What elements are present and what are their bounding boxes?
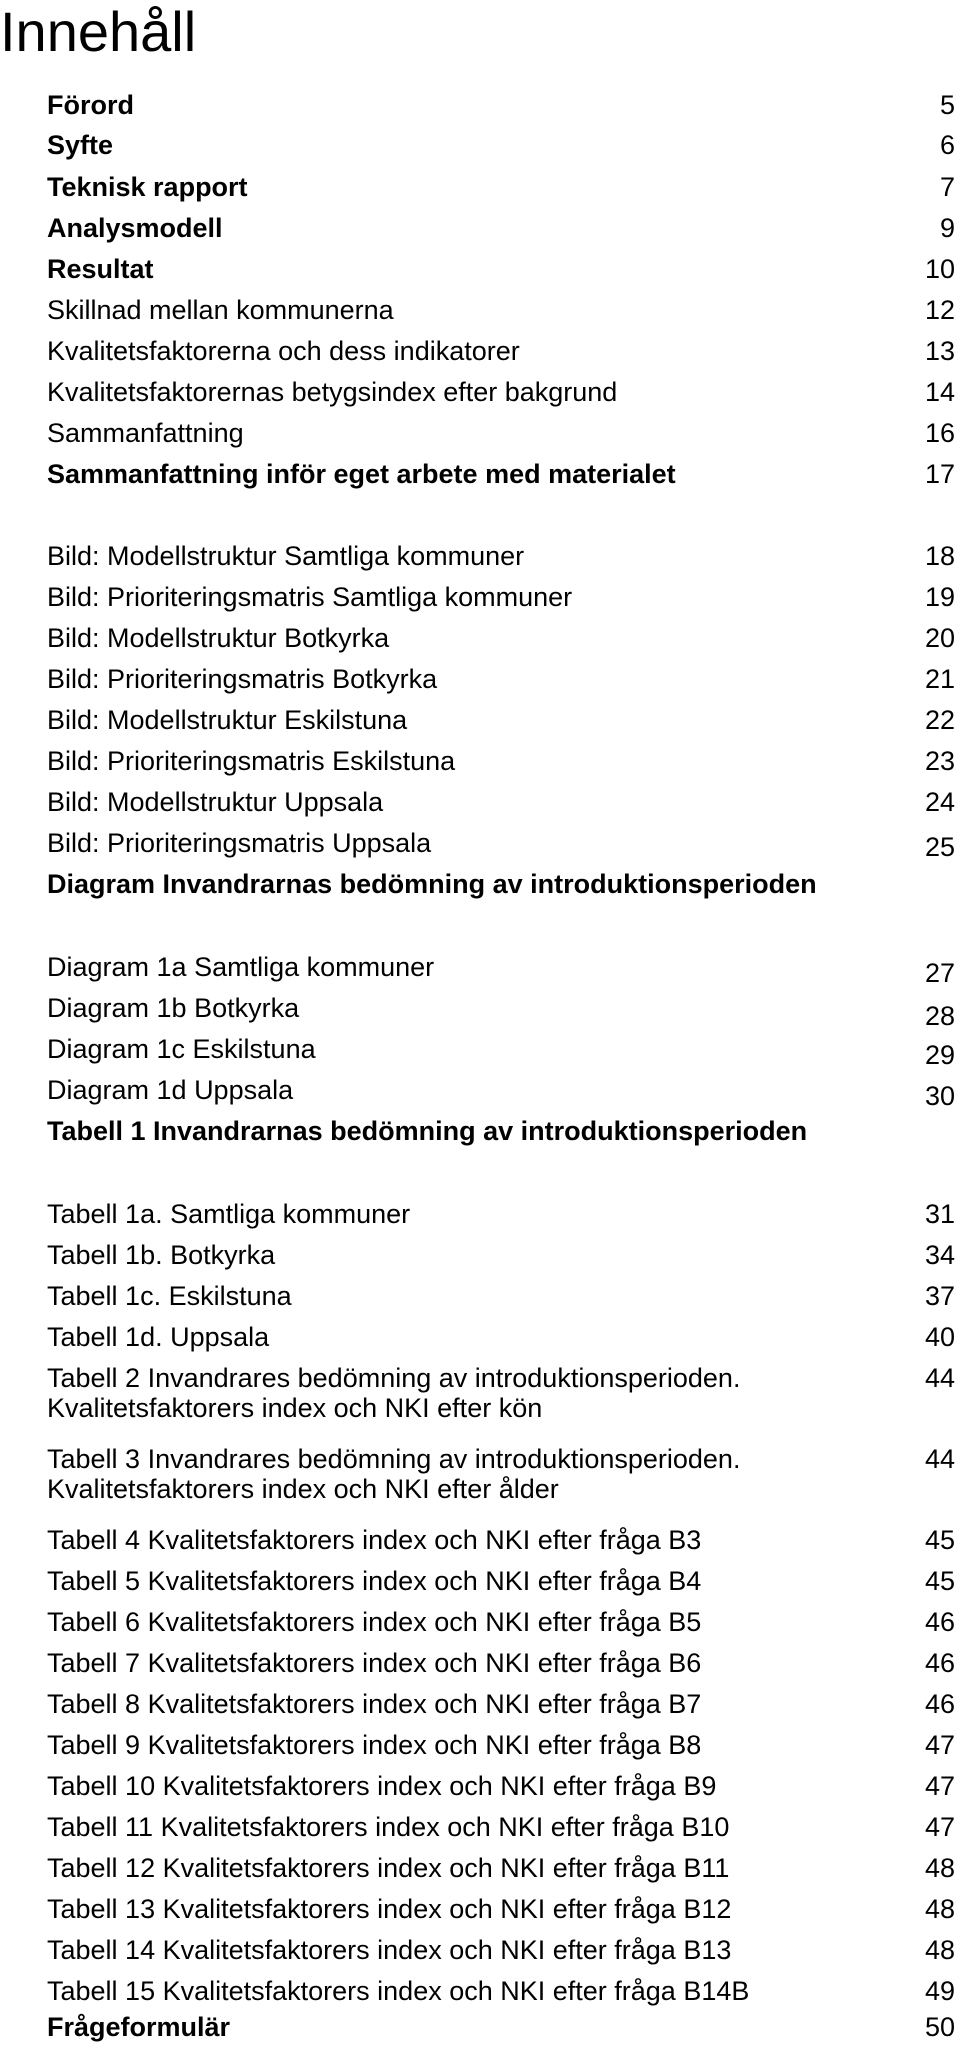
toc-entry-label: Sammanfattning <box>47 418 244 448</box>
toc-entry-page-number: 18 <box>924 541 955 571</box>
toc-entry-page-number: 47 <box>924 1771 955 1801</box>
toc-entry-page-number: 48 <box>924 1853 955 1883</box>
toc-entry-label: Syfte <box>47 130 114 160</box>
toc-entry-label: Tabell 3 Invandrares bedömning av introduktionsperioden. Kvalitetsfaktorers index och NKI efter ålder <box>47 1444 741 1504</box>
toc-entry-label: Tabell 1a. Samtliga kommuner <box>47 1199 411 1229</box>
toc-entry[interactable] <box>47 541 955 571</box>
toc-entry-page-number: 24 <box>924 787 955 817</box>
toc-entry[interactable] <box>47 2012 955 2042</box>
toc-entry-label: Bild: Prioriteringsmatris Botkyrka <box>47 664 438 694</box>
toc-entry[interactable] <box>47 582 955 612</box>
toc-entry[interactable] <box>47 705 955 735</box>
toc-entry-page-number: 47 <box>924 1812 955 1842</box>
toc-entry-label: Tabell 4 Kvalitetsfaktorers index och NKI efter fråga B3 <box>47 1525 702 1555</box>
toc-entry[interactable] <box>47 1730 955 1760</box>
toc-entry-label: Bild: Prioriteringsmatris Eskilstuna <box>47 746 456 776</box>
toc-entry-page-number: 22 <box>924 705 955 735</box>
toc-entry-label: Tabell 5 Kvalitetsfaktorers index och NKI efter fråga B4 <box>47 1566 702 1596</box>
toc-entry[interactable] <box>47 1689 955 1719</box>
toc-entry-label: Tabell 1b. Botkyrka <box>47 1240 276 1270</box>
toc-entry-label: Kvalitetsfaktorernas betygsindex efter bakgrund <box>47 377 618 407</box>
toc-entry-page-number: 13 <box>924 336 955 366</box>
toc-entry-page-number: 46 <box>924 1689 955 1719</box>
toc-entry-page-number: 47 <box>924 1730 955 1760</box>
toc-entry-label: Tabell 1c. Eskilstuna <box>47 1281 292 1311</box>
toc-entry[interactable] <box>47 1444 955 1504</box>
toc-entry[interactable] <box>47 1894 955 1924</box>
toc-entry[interactable] <box>47 254 955 284</box>
toc-entry[interactable] <box>47 459 955 489</box>
toc-entry-label: Tabell 1d. Uppsala <box>47 1322 270 1352</box>
toc-entry[interactable] <box>47 1363 955 1423</box>
toc-entry[interactable] <box>47 295 955 325</box>
toc-entry-label: Bild: Modellstruktur Botkyrka <box>47 623 390 653</box>
toc-entry[interactable] <box>47 1525 955 1555</box>
toc-entry-page-number: 30 <box>924 1081 955 1111</box>
toc-entry-label: Tabell 12 Kvalitetsfaktorers index och NKI efter fråga B11 <box>47 1853 730 1883</box>
toc-entry-label: Diagram 1a Samtliga kommuner <box>47 952 435 982</box>
toc-entry-label: Frågeformulär <box>47 2012 231 2042</box>
toc-entry-label: Diagram 1b Botkyrka <box>47 993 300 1023</box>
toc-entry-page-number: 14 <box>924 377 955 407</box>
toc-entry-label: Skillnad mellan kommunerna <box>47 295 394 325</box>
toc-entry-page-number: 28 <box>924 1001 955 1031</box>
toc-entry-page-number: 50 <box>924 2012 955 2042</box>
toc-entry-page-number: 45 <box>924 1525 955 1555</box>
toc-entry[interactable] <box>47 828 955 862</box>
toc-entry-label: Tabell 13 Kvalitetsfaktorers index och NKI efter fråga B12 <box>47 1894 732 1924</box>
toc-entry-page-number: 23 <box>924 746 955 776</box>
toc-entry[interactable] <box>47 993 955 1031</box>
toc-entry-page-number: 40 <box>924 1322 955 1352</box>
toc-entry-page-number: 25 <box>924 832 955 862</box>
toc-entry-page-number: 29 <box>924 1040 955 1070</box>
toc-entry[interactable] <box>47 746 955 776</box>
toc-entry[interactable] <box>47 1281 955 1311</box>
toc-entry-label: Diagram Invandrarnas bedömning av introduktionsperioden <box>47 869 817 899</box>
toc-entry-label: Bild: Modellstruktur Uppsala <box>47 787 384 817</box>
toc-entry-label: Tabell 6 Kvalitetsfaktorers index och NKI efter fråga B5 <box>47 1607 702 1637</box>
toc-entry-page-number: 9 <box>939 213 955 243</box>
toc-entry-page-number: 5 <box>939 90 955 120</box>
toc-entry-page-number: 21 <box>924 664 955 694</box>
toc-entry[interactable] <box>47 172 955 202</box>
toc-entry-label: Tabell 15 Kvalitetsfaktorers index och NKI efter fråga B14B <box>47 1976 750 2006</box>
toc-entry-page-number: 20 <box>924 623 955 653</box>
toc-entry[interactable] <box>47 377 955 407</box>
toc-entry-page-number: 31 <box>924 1199 955 1229</box>
toc-entry-page-number: 7 <box>939 172 955 202</box>
toc-entry[interactable] <box>47 869 955 899</box>
toc-entry-page-number: 46 <box>924 1648 955 1678</box>
toc-entry[interactable] <box>47 1771 955 1801</box>
toc-entry[interactable] <box>47 1976 955 2006</box>
toc-entry-page-number: 48 <box>924 1894 955 1924</box>
toc-entry-label: Kvalitetsfaktorerna och dess indikatorer <box>47 336 520 366</box>
toc-entry-label: Diagram 1c Eskilstuna <box>47 1034 316 1064</box>
toc-entry-label: Analysmodell <box>47 213 223 243</box>
toc-entry-label: Tabell 10 Kvalitetsfaktorers index och NKI efter fråga B9 <box>47 1771 717 1801</box>
toc-entry-page-number: 46 <box>924 1607 955 1637</box>
toc-entry[interactable] <box>47 1812 955 1842</box>
toc-entry-page-number: 45 <box>924 1566 955 1596</box>
toc-entry[interactable] <box>47 1199 955 1229</box>
toc-entry-label: Tabell 2 Invandrares bedömning av introduktionsperioden. Kvalitetsfaktorers index och NKI efter kön <box>47 1363 741 1423</box>
toc-entry-page-number: 10 <box>924 254 955 284</box>
toc-entry-page-number: 6 <box>939 130 955 160</box>
toc-entry[interactable] <box>47 1566 955 1596</box>
toc-entry-label: Tabell 14 Kvalitetsfaktorers index och NKI efter fråga B13 <box>47 1935 732 1965</box>
toc-entry[interactable] <box>47 1648 955 1678</box>
toc-entry[interactable] <box>47 1935 955 1965</box>
toc-entry[interactable] <box>47 1607 955 1637</box>
toc-entry[interactable] <box>47 418 955 448</box>
toc-entry[interactable] <box>47 213 955 243</box>
toc-entry-label: Resultat <box>47 254 154 284</box>
toc-entry-label: Sammanfattning inför eget arbete med materialet <box>47 459 676 489</box>
toc-entry-label: Teknisk rapport <box>47 172 248 202</box>
toc-entry-label: Bild: Prioriteringsmatris Uppsala <box>47 828 432 858</box>
toc-entry-label: Tabell 7 Kvalitetsfaktorers index och NKI efter fråga B6 <box>47 1648 702 1678</box>
toc-entry-page-number: 16 <box>924 418 955 448</box>
toc-entry-label: Bild: Modellstruktur Samtliga kommuner <box>47 541 525 571</box>
toc-entry-page-number: 49 <box>924 1976 955 2006</box>
toc-entry-page-number: 34 <box>924 1240 955 1270</box>
toc-entry[interactable] <box>47 1853 955 1883</box>
toc-entry-label: Diagram 1d Uppsala <box>47 1075 294 1105</box>
toc-entry[interactable] <box>47 336 955 366</box>
toc-entry-label: Bild: Prioriteringsmatris Samtliga kommuner <box>47 582 573 612</box>
toc-entry-label: Förord <box>47 90 134 120</box>
toc-entry-page-number: 44 <box>924 1444 955 1474</box>
toc-entry-label: Tabell 1 Invandrarnas bedömning av introduktionsperioden <box>47 1116 808 1146</box>
toc-entry[interactable] <box>47 90 955 120</box>
toc-entry-page-number: 44 <box>924 1363 955 1393</box>
toc-entry[interactable] <box>47 1034 955 1070</box>
toc-entry-page-number: 19 <box>924 582 955 612</box>
toc-entry[interactable] <box>47 1240 955 1270</box>
toc-entry-label: Tabell 11 Kvalitetsfaktorers index och NKI efter fråga B10 <box>47 1812 730 1842</box>
toc-entry[interactable] <box>47 787 955 817</box>
toc-entry[interactable] <box>47 1322 955 1352</box>
toc-entry[interactable] <box>47 664 955 694</box>
toc-entry[interactable] <box>47 952 955 988</box>
toc-entry-label: Bild: Modellstruktur Eskilstuna <box>47 705 408 735</box>
toc-entry-page-number: 17 <box>924 459 955 489</box>
toc-entry[interactable] <box>47 130 955 160</box>
toc-entry-page-number: 12 <box>924 295 955 325</box>
toc-entry-label: Tabell 9 Kvalitetsfaktorers index och NKI efter fråga B8 <box>47 1730 702 1760</box>
toc-entry-page-number: 48 <box>924 1935 955 1965</box>
toc-entry[interactable] <box>47 623 955 653</box>
toc-entry-page-number: 27 <box>924 958 955 988</box>
toc-entry-label: Tabell 8 Kvalitetsfaktorers index och NKI efter fråga B7 <box>47 1689 702 1719</box>
toc-entry[interactable] <box>47 1075 955 1111</box>
toc-entry-page-number: 37 <box>924 1281 955 1311</box>
page-title: Innehåll <box>0 0 197 63</box>
toc-entry[interactable] <box>47 1116 955 1146</box>
